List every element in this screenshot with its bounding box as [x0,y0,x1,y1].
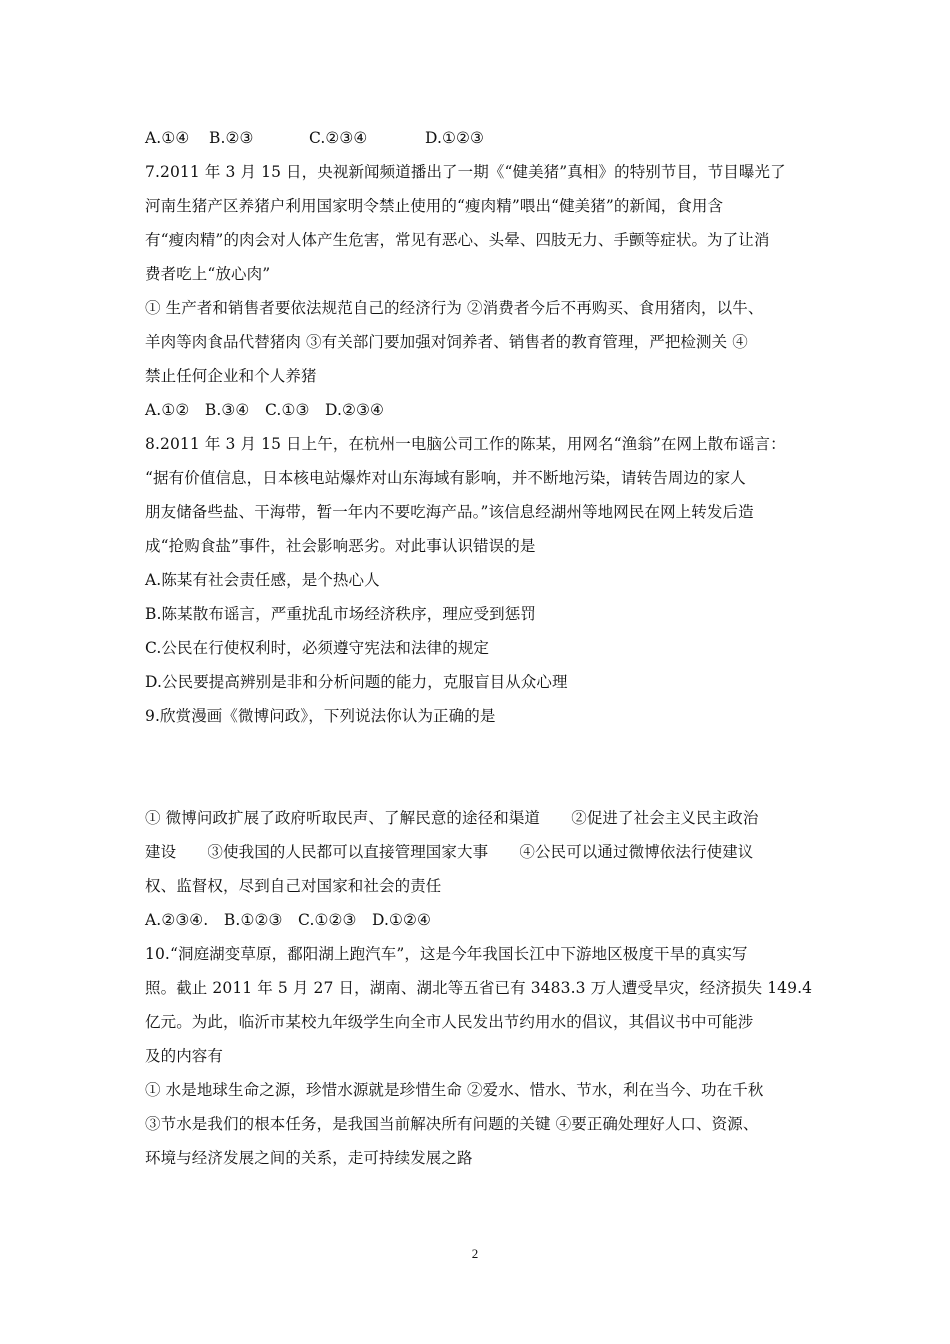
question-9-to-10 [145,804,815,1178]
text-line: ① 微博问政扩展了政府听取民声、了解民意的途径和渠道 ②促进了社会主义民主政治 [145,809,759,827]
text-line: 羊肉等肉食品代替猪肉 ③有关部门要加强对饲养者、销售者的教育管理，严把检测关 ④ [145,333,748,351]
text-line: 河南生猪产区养猪户利用国家明令禁止使用的“瘦肉精”喂出“健美猪”的新闻，食用含 [145,197,724,215]
option-b: B.②③ [209,129,254,147]
text-line: ① 生产者和销售者要依法规范自己的经济行为 ②消费者今后不再购买、食用猪肉，以牛、 [145,299,764,317]
text-line: 照。截止 2011 年 5 月 27 日，湖南、湖北等五省已有 3483.3 万人遭受旱灾，经济损失 149.4 [145,979,813,997]
text-line: B.陈某散布谣言，严重扰乱市场经济秩序，理应受到惩罚 [145,605,536,623]
text-line: 有“瘦肉精”的肉会对人体产生危害，常见有恶心、头晕、四肢无力、手颤等症状。为了让消 [145,231,770,249]
cartoon-image-area [145,736,815,804]
text-line: ③节水是我们的根本任务，是我国当前解决所有问题的关键 ④要正确处理好人口、资源、 [145,1115,759,1133]
text-line: A.②③④. B.①②③ C.①②③ D.①②④ [145,911,432,929]
text-line: 成“抢购食盐”事件，社会影响恶劣。对此事认识错误的是 [145,537,536,555]
text-line: 朋友储备些盐、干海带，暂一年内不要吃海产品。”该信息经湖州等地网民在网上转发后造 [145,503,754,521]
text-line: 禁止任何企业和个人养猪 [145,367,317,385]
text-line: 建设 ③使我国的人民都可以直接管理国家大事 ④公民可以通过微博依法行使建议 [145,843,754,861]
option-a: A.①④ [145,129,190,147]
text-line: C.公民在行使权利时，必须遵守宪法和法律的规定 [145,639,490,657]
document-body [145,124,815,1178]
text-line: 环境与经济发展之间的关系，走可持续发展之路 [145,1149,473,1167]
text-line: 权、监督权，尽到自己对国家和社会的责任 [145,877,442,895]
text-line: 及的内容有 [145,1047,224,1065]
text-line: ① 水是地球生命之源，珍惜水源就是珍惜生命 ②爱水、惜水、节水，利在当今、功在千秋 [145,1081,764,1099]
option-d: D.①②③ [425,129,484,147]
text-line: 7.2011 年 3 月 15 日，央视新闻频道播出了一期《“健美猪”真相》的特别节目，节目曝光了 [145,163,786,181]
text-line: D.公民要提高辨别是非和分析问题的能力，克服盲目从众心理 [145,673,568,691]
option-c: C.②③④ [309,129,368,147]
text-line: A.陈某有社会责任感，是个热心人 [145,571,380,589]
text-line: 费者吃上“放心肉” [145,265,271,283]
text-line: 9.欣赏漫画《微博问政》，下列说法你认为正确的是 [145,707,496,725]
page-number: 2 [471,1246,479,1261]
text-line: 亿元。为此，临沂市某校九年级学生向全市人民发出节约用水的倡议，其倡议书中可能涉 [145,1013,754,1031]
text-line: A.①② B.③④ C.①③ D.②③④ [145,401,385,419]
question-7-to-9 [145,158,815,736]
question-6-options [145,124,815,158]
text-line: “据有价值信息，日本核电站爆炸对山东海域有影响，并不断地污染，请转告周边的家人 [145,469,746,487]
text-line: 8.2011 年 3 月 15 日上午，在杭州一电脑公司工作的陈某，用网名“渔翁”在网上散布谣言： [145,435,786,453]
text-line: 10.“洞庭湖变草原，鄱阳湖上跑汽车”，这是今年我国长江中下游地区极度干旱的真实写 [145,945,748,963]
